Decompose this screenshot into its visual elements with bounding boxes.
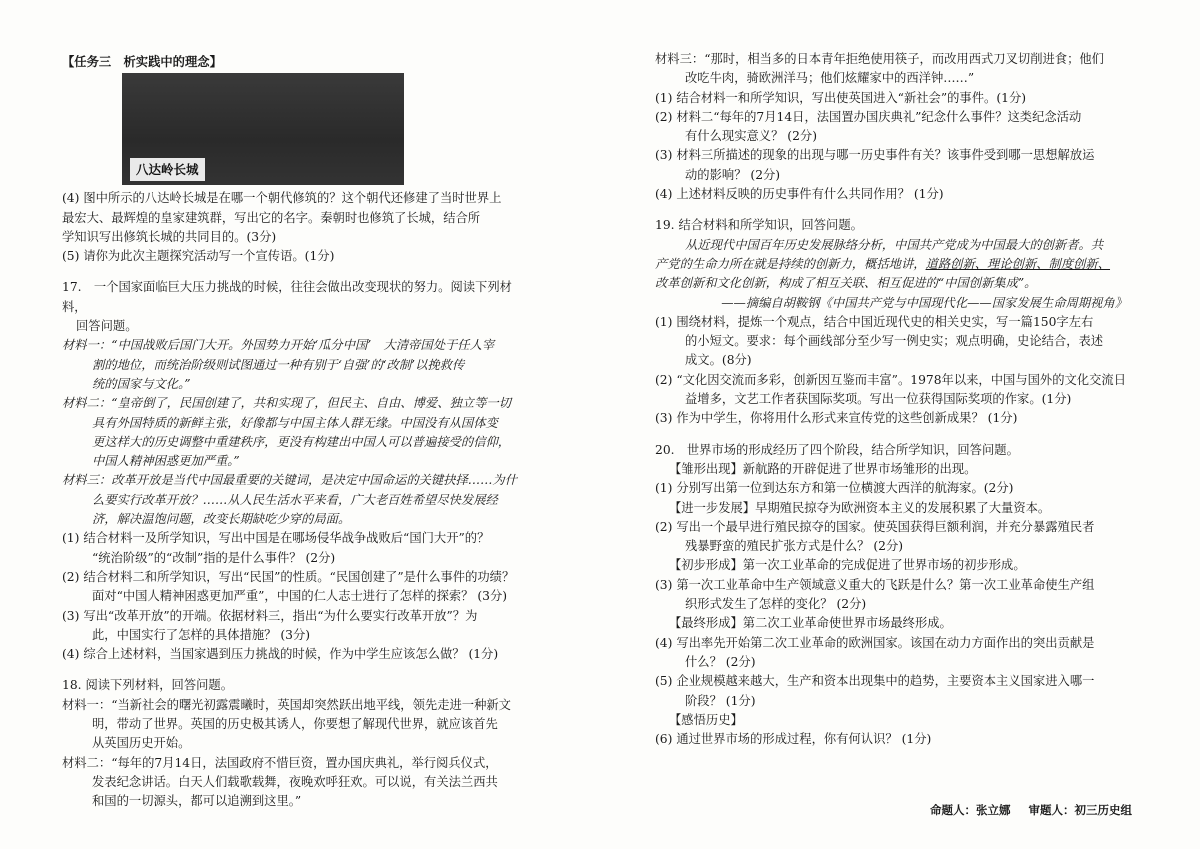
q17-material3-line3: 济，解决温饱问题，改变长期缺吃少穿的局面。 (92, 512, 351, 527)
great-wall-photo (122, 73, 404, 185)
q16-5: (5) 请你为此次主题探究活动写一个宣传语。(1分) (62, 249, 335, 264)
q20-6: (6) 通过世界市场的形成过程，你有何认识？ (1分) (655, 732, 932, 747)
q17-1-line1: (1) 结合材料一及所学知识，写出中国是在哪场侵华战争战败后“国门大开”的？ (62, 531, 490, 546)
q20-3-line2: 织形式发生了怎样的变化？ (2分) (685, 597, 867, 612)
q17-material1-line1: 材料一：“中国战败后国门大开。外国势力开始‘瓜分中国’ 大清帝国处于任人宰 (62, 338, 495, 353)
q20-2-line2: 残暴野蛮的殖民扩张方式是什么？ (2分) (685, 539, 904, 554)
photo-caption: 八达岭长城 (130, 158, 205, 181)
right-column (655, 50, 1133, 749)
q19-material-line1: 从近现代中国百年历史发展脉络分析，中国共产党成为中国最大的创新者。共 (685, 237, 1104, 252)
q17-1-line2: “统治阶级”的“改制”指的是什么事件？ (2分) (92, 550, 336, 565)
left-column (62, 52, 532, 812)
q20-3-line1: (3) 第一次工业革命中生产领域意义重大的飞跃是什么？第一次工业革命使生产组 (655, 577, 1095, 592)
q19-2-line1: (2) “文化因交流而多彩，创新因互鉴而丰富”。1978年以来，中国与国外的文化交流日 (655, 372, 1126, 387)
q20-5-line2: 阶段？ (1分) (685, 693, 756, 708)
q18-material2-line3: 和国的一切源头，都可以追溯到这里。” (92, 794, 302, 809)
q19-1-line2: 的小短文。要求：每个画线部分至少写一例史实；观点明确，史论结合，表述 (685, 334, 1104, 349)
q20-stage3: 【初步形成】第一次工业革命的完成促进了世界市场的初步形成。 (669, 558, 1026, 573)
q17-material2-line2: 具有外国特质的新鲜主张，好像都与中国主体人群无缘。中国没有从国体变 (92, 415, 498, 430)
q20-stage2: 【进一步发展】早期殖民掠夺为欧洲资本主义的发展积累了大量资本。 (669, 500, 1051, 515)
q19-material-line3: 改革创新和文化创新，构成了相互关联、相互促进的“中国创新集成”。 (655, 276, 1037, 291)
q18-3-line2: 动的影响？ (2分) (685, 167, 781, 182)
q20-5-line1: (5) 企业规模越来越大，生产和资本出现集中的趋势，主要资本主义国家进入哪一 (655, 674, 1095, 689)
q19-underlined-text: 道路创新、理论创新、制度创新、 (925, 256, 1111, 271)
q17-material2-line3: 更这样大的历史调整中重建秩序，更没有构建出中国人可以普遍接受的信仰， (92, 434, 511, 449)
q17-4: (4) 综合上述材料，当国家遇到压力挑战的时候，作为中学生应该怎么做？ (1分) (62, 647, 499, 662)
q19-1-line3: 成文。(8分) (685, 353, 752, 368)
q18-material1-line1: 材料一：“当新社会的曙光初露震曦时，英国却突然跃出地平线，领先走进一种新文 (62, 697, 511, 712)
q18-material3-line2: 改吃牛肉，骑欧洲洋马；他们炫耀家中的西洋钟……” (685, 71, 975, 86)
q19-intro: 19. 结合材料和所学知识，回答问题。 (655, 218, 863, 233)
q19-material-text: 产党的生命力所在就是持续的创新力，概括地讲， (655, 256, 926, 271)
q20-4-line2: 什么？ (2分) (685, 654, 756, 669)
q17-3-line2: 此，中国实行了怎样的具体措施？ (3分) (92, 627, 311, 642)
q20-1: (1) 分别写出第一位到达东方和第一位横渡大西洋的航海家。(2分) (655, 481, 1014, 496)
q19-2-line2: 益增多，文艺工作者获国际奖项。写出一位获得国际奖项的作家。(1分) (685, 392, 1072, 407)
footer (930, 802, 1146, 818)
q19-3: (3) 作为中学生，你将用什么形式来宣传党的这些创新成果？ (1分) (655, 411, 1018, 426)
q17-intro-line2: 回答问题。 (76, 319, 138, 334)
q17-3-line1: (3) 写出“改革开放”的开端。依据材料三，指出“为什么要实行改革开放”？为 (62, 608, 478, 623)
q19-material-line2 (655, 255, 1133, 274)
q18-material2-line2: 发表纪念讲话。白天人们载歌载舞，夜晚欢呼狂欢。可以说，有关法兰西共 (92, 774, 498, 789)
q17-intro-line1: 17. 一个国家面临巨大压力挑战的时候，往往会做出改变现状的努力。阅读下列材料， (62, 280, 512, 314)
q17-material2-line4: 中国人精神困惑更加严重。” (92, 454, 240, 469)
q18-intro: 18. 阅读下列材料，回答问题。 (62, 678, 234, 693)
reviewer-credit: 审题人：初三历史组 (1028, 803, 1133, 817)
q20-intro: 20. 世界市场的形成经历了四个阶段，结合所学知识，回答问题。 (655, 442, 1019, 457)
q19-source: ——摘编自胡鞍钢《中国共产党与中国现代化——国家发展生命周期视角》 (721, 295, 1127, 310)
q17-material3-line1: 材料三：改革开放是当代中国最重要的关键词，是决定中国命运的关键抉择……为什 (62, 473, 517, 488)
q16-4-line1: (4) 图中所示的八达岭长城是在哪一个朝代修筑的？这个朝代还修建了当时世界上 (62, 191, 502, 206)
q16-4-line3: 学知识写出修筑长城的共同目的。(3分) (62, 229, 277, 244)
q20-stage4: 【最终形成】第二次工业革命使世界市场最终形成。 (669, 616, 952, 631)
author-credit: 命题人：张立娜 (930, 803, 1011, 817)
q17-material2-line1: 材料二：“皇帝倒了，民国创建了，共和实现了，但民主、自由、博爱、独立等一切 (62, 396, 511, 411)
q19-1-line1: (1) 围绕材料，提炼一个观点，结合中国近现代史的相关史实，写一篇150字左右 (655, 314, 1094, 329)
q18-material1-line2: 明，带动了世界。英国的历史极其诱人，你要想了解现代世界，就应该首先 (92, 717, 498, 732)
q20-4-line1: (4) 写出率先开始第二次工业革命的欧洲国家。该国在动力方面作出的突出贡献是 (655, 635, 1095, 650)
q18-4: (4) 上述材料反映的历史事件有什么共同作用？ (1分) (655, 187, 944, 202)
q17-material1-line3: 统的国家与文化。” (92, 376, 191, 391)
q20-stage5: 【感悟历史】 (669, 712, 743, 727)
q17-material3-line2: 么要实行改革开放？……从人民生活水平来看，广大老百姓希望尽快发展经 (92, 492, 498, 507)
q18-material3-line1: 材料三：“那时，相当多的日本青年拒绝使用筷子，而改用西式刀叉切削进食；他们 (655, 52, 1104, 66)
q17-material1-line2: 割的地位，而统治阶级则试图通过一种有别于‘自强’的‘改制’以挽救传 (92, 357, 465, 372)
q17-2-line2: 面对“中国人精神困惑更加严重”，中国的仁人志士进行了怎样的探索？ (3分) (92, 589, 508, 604)
q18-material2-line1: 材料二：“每年的7月14日，法国政府不惜巨资，置办国庆典礼，举行阅兵仪式， (62, 755, 498, 770)
q18-2-line2: 有什么现实意义？ (2分) (685, 129, 817, 144)
q18-1: (1) 结合材料一和所学知识，写出使英国进入“新社会”的事件。(1分) (655, 90, 1027, 105)
q16-4-line2: 最宏大、最辉煌的皇家建筑群，写出它的名字。秦朝时也修筑了长城，结合所 (62, 210, 481, 225)
q20-stage1: 【雏形出现】新航路的开辟促进了世界市场雏形的出现。 (669, 461, 977, 476)
q18-material1-line3: 从英国历史开始。 (92, 736, 191, 751)
task3-heading: 【任务三 析实践中的理念】 (62, 54, 222, 69)
q18-2-line1: (2) 材料二“每年的7月14日，法国置办国庆典礼”纪念什么事件？这类纪念活动 (655, 109, 1082, 124)
q17-2-line1: (2) 结合材料二和所学知识，写出“民国”的性质。“民国创建了”是什么事件的功绩？ (62, 569, 515, 584)
q18-3-line1: (3) 材料三所描述的现象的出现与哪一历史事件有关？该事件受到哪一思想解放运 (655, 148, 1095, 163)
q20-2-line1: (2) 写出一个最早进行殖民掠夺的国家。使英国获得巨额利润，并充分暴露殖民者 (655, 519, 1095, 534)
